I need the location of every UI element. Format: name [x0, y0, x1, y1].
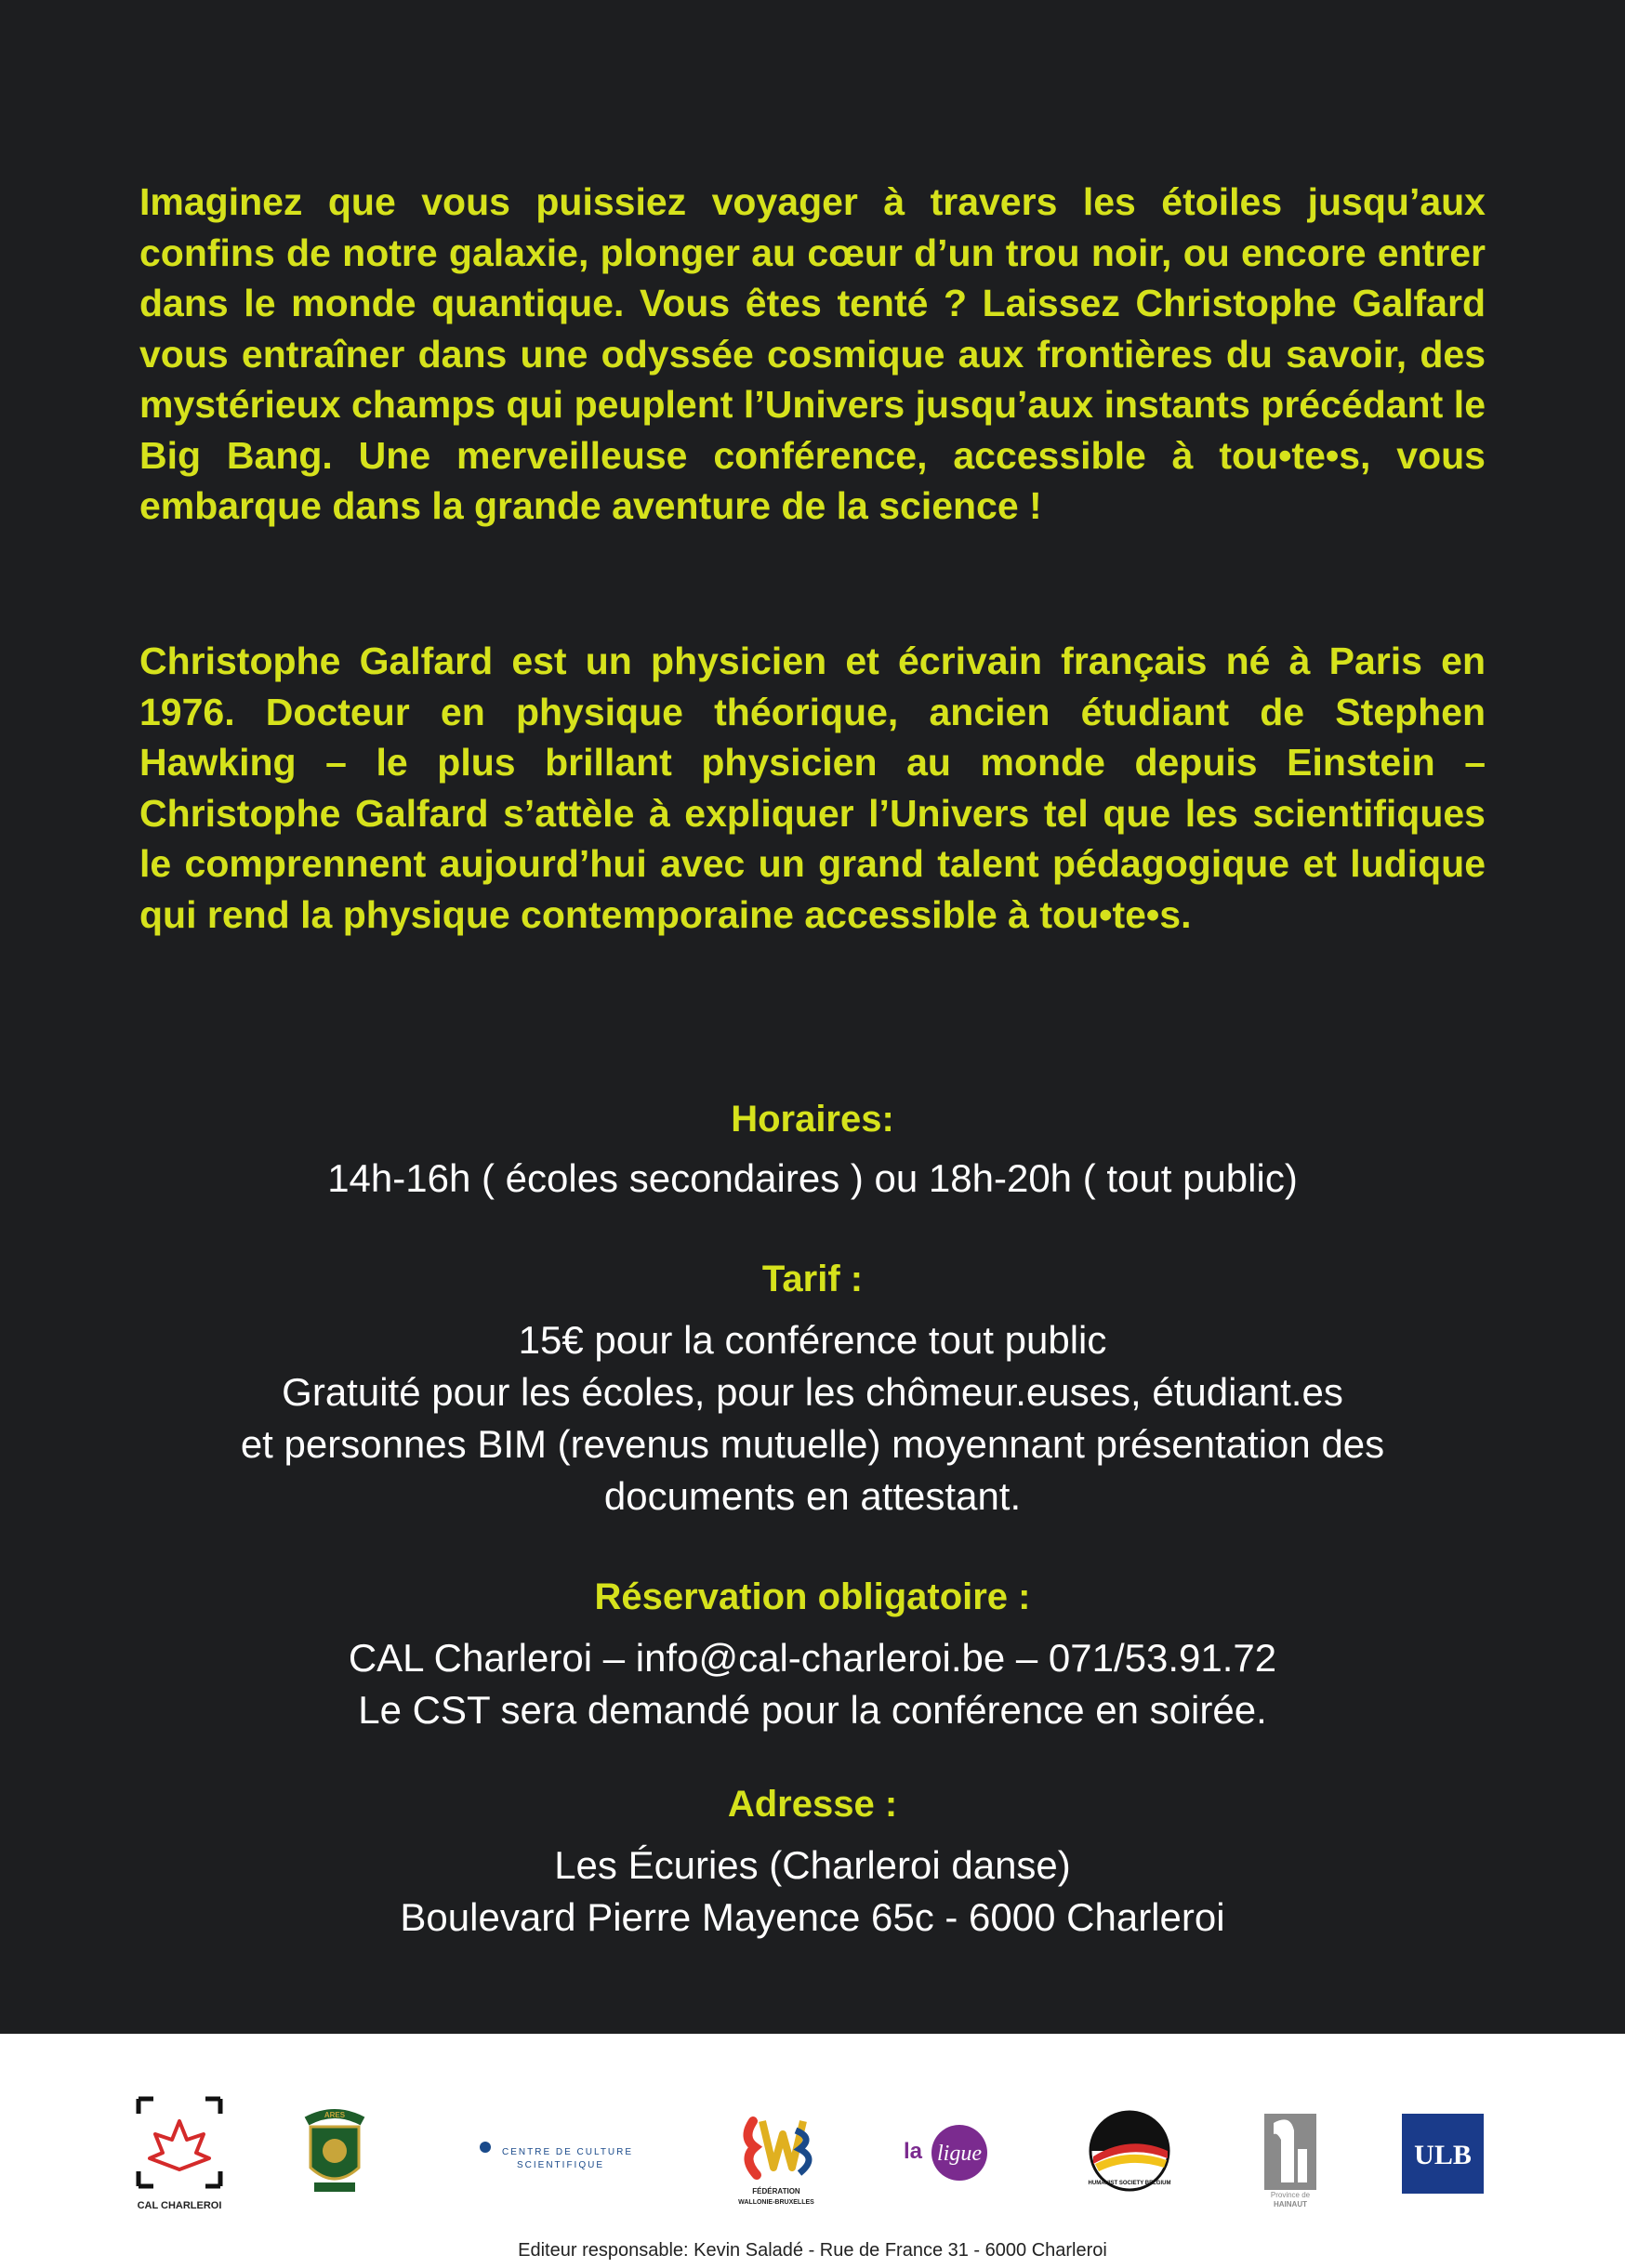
pricing-section	[0, 1253, 1625, 1523]
hainaut-logo-line2: HAINAUT	[1274, 2200, 1307, 2209]
pricing-line: et personnes BIM (revenus mutuelle) moyennant présentation des	[240, 1422, 1385, 1466]
cal-logo-text: CAL CHARLEROI	[137, 2200, 222, 2211]
reservation-section	[0, 1571, 1625, 1736]
schedule-section	[0, 1093, 1625, 1205]
address-section	[0, 1778, 1625, 1944]
fwb-logo	[725, 2093, 827, 2214]
address-title: Adresse :	[727, 1784, 898, 1825]
la-ligue-name: ligue	[937, 2142, 982, 2166]
hainaut-logo	[1244, 2093, 1337, 2214]
reservation-title: Réservation obligatoire :	[594, 1576, 1031, 1617]
speaker-bio-paragraph: Christophe Galfard est un physicien et écrivain français né à Paris en 1976. Docteur en physique théorique, ancien étudiant de Stephen Hawking – le plus brillant physicien au monde depuis Einstein – Christophe Galfard s’attèle à expliquer l’Univers tel que les scientifiques le comprennent aujourd’hui avec un grand talent pédagogique et ludique qui rend la physique contemporaine accessible à tou•te•s.	[139, 640, 1486, 936]
address-street: Boulevard Pierre Mayence 65c - 6000 Charleroi	[400, 1895, 1225, 1939]
ares-crest-logo	[288, 2093, 381, 2214]
pricing-line: Gratuité pour les écoles, pour les chômeur.euses, étudiant.es	[282, 1370, 1343, 1414]
ccs-logo-line2: SCIENTIFIQUE	[517, 2160, 605, 2170]
address-venue: Les Écuries (Charleroi danse)	[554, 1843, 1071, 1887]
partner-footer	[0, 2034, 1625, 2268]
humanist-society-logo	[1078, 2093, 1181, 2214]
la-ligue-la: la	[904, 2139, 923, 2164]
fwb-logo-line1: FÉDÉRATION	[752, 2187, 800, 2195]
ccs-logo-line1: CENTRE DE CULTURE	[502, 2147, 634, 2157]
fwb-logo-line2: WALLONIE-BRUXELLES	[738, 2199, 814, 2206]
hainaut-logo-line1: Province de	[1270, 2191, 1311, 2199]
la-ligue-logo	[892, 2093, 1004, 2214]
ares-logo-text: ARES	[324, 2111, 346, 2119]
reservation-contact: CAL Charleroi – info@cal-charleroi.be – 071/53.91.72	[348, 1636, 1277, 1680]
intro-paragraph: Imaginez que vous puissiez voyager à travers les étoiles jusqu’aux confins de notre galaxie, plonger au cœur d’un trou noir, ou encore entrer dans le monde quantique. Vous êtes tenté ? Laissez Christophe Galfard vous entraîner dans une odyssée cosmique aux frontières du savoir, des mystérieux champs qui peuplent l’Univers jusqu’aux instants précédant le Big Bang. Une merveilleuse conférence, accessible à tou•te•s, vous embarque dans la grande aventure de la science !	[139, 180, 1486, 527]
pricing-line: documents en attestant.	[603, 1474, 1022, 1518]
pricing-line: 15€ pour la conférence tout public	[518, 1318, 1107, 1362]
reservation-note: Le CST sera demandé pour la conférence en soirée.	[358, 1688, 1267, 1732]
humanist-logo-text: HUMANIST SOCIETY BELGIUM	[1088, 2181, 1171, 2186]
schedule-line: 14h-16h ( écoles secondaires ) ou 18h-20h ( tout public)	[327, 1156, 1298, 1200]
editor-responsible: Editeur responsable: Kevin Saladé - Rue de France 31 - 6000 Charleroi	[518, 2240, 1107, 2261]
partner-logos	[0, 2093, 1625, 2214]
cal-charleroi-logo	[128, 2093, 231, 2214]
schedule-title: Horaires:	[731, 1099, 894, 1140]
ulb-logo-text: ULB	[1414, 2140, 1472, 2170]
ulb-logo	[1400, 2093, 1486, 2214]
pricing-title: Tarif :	[761, 1259, 864, 1299]
ccs-logo	[446, 2093, 660, 2214]
